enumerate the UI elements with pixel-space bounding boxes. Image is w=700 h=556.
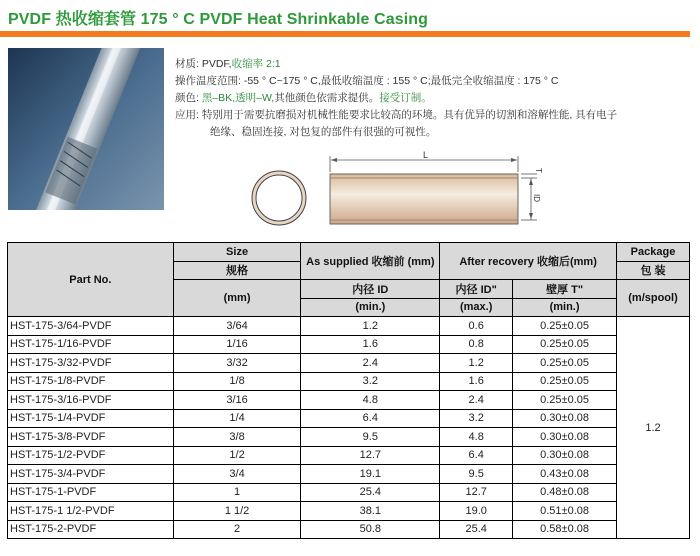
size-cell: 3/8: [173, 428, 301, 447]
id-after-cell: 25.4: [440, 520, 513, 539]
wall-cell: 0.25±0.05: [513, 391, 617, 410]
header-id-after: 内径 ID": [440, 280, 513, 299]
spec-block: [175, 56, 617, 141]
header-wall-sub: (min.): [513, 298, 617, 317]
header-id-supplied-sub: (min.): [301, 298, 440, 317]
id-after-cell: 0.6: [440, 317, 513, 336]
size-cell: 2: [173, 520, 301, 539]
wall-cell: 0.25±0.05: [513, 354, 617, 373]
header-id-supplied: 内径 ID: [301, 280, 440, 299]
table-row: [8, 372, 690, 391]
id-after-cell: 1.6: [440, 372, 513, 391]
part-number-cell: HST-175-1 1/2-PVDF: [8, 502, 174, 521]
size-cell: 1/2: [173, 446, 301, 465]
end-view: [252, 171, 306, 225]
part-number-cell: HST-175-3/4-PVDF: [8, 465, 174, 484]
table-row: [8, 483, 690, 502]
application-line: 应用: 特别用于需要抗磨损对机械性能要求比较高的环境。具有优异的切割和溶解性能, 具有电子: [175, 109, 618, 121]
table-row: [8, 502, 690, 521]
wall-cell: 0.58±0.08: [513, 520, 617, 539]
id-supplied-cell: 12.7: [301, 446, 440, 465]
id-supplied-cell: 2.4: [301, 354, 440, 373]
wall-cell: 0.43±0.08: [513, 465, 617, 484]
part-number-cell: HST-175-1/2-PVDF: [8, 446, 174, 465]
wall-cell: 0.25±0.05: [513, 317, 617, 336]
id-supplied-cell: 4.8: [301, 391, 440, 410]
table-row: [8, 428, 690, 447]
color-line: 颜色: 黑–BK,透明–W,其他颜色依需求提供。接受订制。: [175, 92, 432, 104]
title-divider: [0, 31, 690, 37]
wall-cell: 0.48±0.08: [513, 483, 617, 502]
table-row: [8, 391, 690, 410]
id-after-cell: 4.8: [440, 428, 513, 447]
header-part-no: Part No.: [8, 243, 174, 317]
size-cell: 1/16: [173, 335, 301, 354]
id-supplied-cell: 38.1: [301, 502, 440, 521]
id-supplied-cell: 19.1: [301, 465, 440, 484]
part-number-cell: HST-175-2-PVDF: [8, 520, 174, 539]
spec-table: [7, 242, 690, 539]
part-number-cell: HST-175-1/8-PVDF: [8, 372, 174, 391]
part-number-cell: HST-175-1/4-PVDF: [8, 409, 174, 428]
id-supplied-cell: 9.5: [301, 428, 440, 447]
wall-cell: 0.25±0.05: [513, 372, 617, 391]
header-package-unit: (m/spool): [617, 280, 690, 317]
id-after-cell: 2.4: [440, 391, 513, 410]
part-number-cell: HST-175-3/64-PVDF: [8, 317, 174, 336]
table-row: [8, 465, 690, 484]
header-id-after-sub: (max.): [440, 298, 513, 317]
size-cell: 3/4: [173, 465, 301, 484]
page-title: PVDF 热收缩套管 175 ° C PVDF Heat Shrinkable Casing: [8, 11, 428, 28]
header-package-cn: 包 装: [617, 261, 690, 280]
id-supplied-cell: 1.6: [301, 335, 440, 354]
id-supplied-cell: 6.4: [301, 409, 440, 428]
header-as-supplied: As supplied 收缩前 (mm): [301, 243, 440, 280]
part-number-cell: HST-175-3/32-PVDF: [8, 354, 174, 373]
product-photo: [8, 48, 164, 210]
package-cell: 1.2: [617, 317, 690, 539]
application-line-2: 绝缘、稳固连接, 对包复的部件有很强的可视性。: [210, 126, 437, 138]
wall-cell: 0.30±0.08: [513, 409, 617, 428]
id-after-cell: 9.5: [440, 465, 513, 484]
dim-id-label: ID: [532, 194, 541, 202]
table-row: [8, 335, 690, 354]
header-size: Size: [173, 243, 301, 262]
part-number-cell: HST-175-3/8-PVDF: [8, 428, 174, 447]
part-number-cell: HST-175-1-PVDF: [8, 483, 174, 502]
size-cell: 1: [173, 483, 301, 502]
header-wall: 壁厚 T": [513, 280, 617, 299]
id-supplied-cell: 3.2: [301, 372, 440, 391]
wall-cell: 0.25±0.05: [513, 335, 617, 354]
table-row: [8, 409, 690, 428]
wall-cell: 0.30±0.08: [513, 428, 617, 447]
size-cell: 1/8: [173, 372, 301, 391]
id-supplied-cell: 50.8: [301, 520, 440, 539]
header-package: Package: [617, 243, 690, 262]
header-size-unit: (mm): [173, 280, 301, 317]
id-after-cell: 1.2: [440, 354, 513, 373]
id-after-cell: 3.2: [440, 409, 513, 428]
id-after-cell: 6.4: [440, 446, 513, 465]
size-cell: 3/32: [173, 354, 301, 373]
id-supplied-cell: 1.2: [301, 317, 440, 336]
table-row: [8, 317, 690, 336]
dim-wall-label: T: [534, 168, 543, 173]
dim-length-label: L: [423, 150, 429, 160]
size-cell: 1/4: [173, 409, 301, 428]
id-after-cell: 0.8: [440, 335, 513, 354]
side-view: [330, 150, 543, 224]
id-after-cell: 12.7: [440, 483, 513, 502]
table-row: [8, 354, 690, 373]
header-after-recovery: After recovery 收缩后(mm): [440, 243, 617, 280]
wall-cell: 0.30±0.08: [513, 446, 617, 465]
table-row: [8, 520, 690, 539]
wall-cell: 0.51±0.08: [513, 502, 617, 521]
size-cell: 1 1/2: [173, 502, 301, 521]
table-row: [8, 446, 690, 465]
part-number-cell: HST-175-1/16-PVDF: [8, 335, 174, 354]
dimension-drawing: [245, 150, 545, 240]
temperature-line: 操作温度范围: -55 ° C~175 ° C,最低收缩温度 : 155 ° C;最低完全收缩温度 : 175 ° C: [175, 75, 559, 87]
id-supplied-cell: 25.4: [301, 483, 440, 502]
part-number-cell: HST-175-3/16-PVDF: [8, 391, 174, 410]
material-line: 材质: PVDF,收缩率 2:1: [175, 58, 281, 70]
size-cell: 3/16: [173, 391, 301, 410]
id-after-cell: 19.0: [440, 502, 513, 521]
header-size-cn: 规格: [173, 261, 301, 280]
size-cell: 3/64: [173, 317, 301, 336]
